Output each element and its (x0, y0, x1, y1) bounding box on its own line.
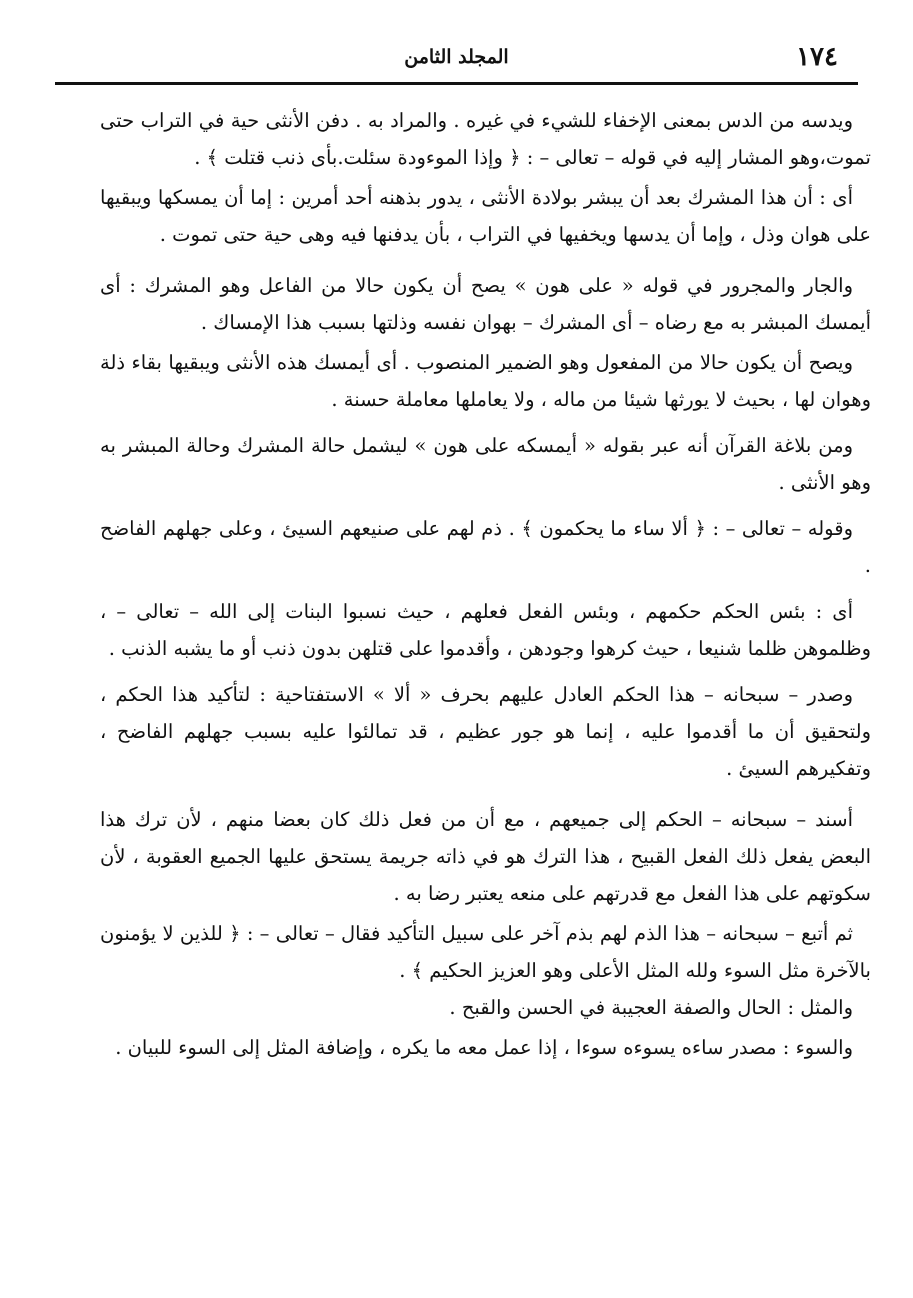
paragraph: والسوء : مصدر ساءه يسوءه سوءا ، إذا عمل معه ما يكره ، وإضافة المثل إلى السوء للبيان . (115, 1036, 853, 1059)
paragraph: ويدسه من الدس بمعنى الإخفاء للشيء في غيره . والمراد به . دفن الأنثى حية في التراب حتى تموت،وهو المشار إليه في قوله – تعالى – : ﴿ وإذا الموءودة سئلت.بأى ذنب قتلت ﴾ . (100, 109, 871, 169)
paragraph: أسند – سبحانه – الحكم إلى جميعهم ، مع أن من فعل ذلك كان بعضا منهم ، لأن ترك هذا البعض يفعل ذلك الفعل القبيح ، هذا الترك هو في ذاته جريمة يستحق عليها الجميع العقوبة ، لأن سكوتهم على هذا الفعل مع قدرتهم على منعه يعتبر رضا به . (100, 808, 871, 905)
paragraph: ثم أتبع – سبحانه – هذا الذم لهم بذم آخر على سبيل التأكيد فقال – تعالى – : ﴿ للذين لا يؤمنون بالآخرة مثل السوء ولله المثل الأعلى وهو العزيز الحكيم ﴾ . (100, 922, 871, 982)
running-head: المجلد الثامن (404, 46, 509, 68)
paragraph: أى : أن هذا المشرك بعد أن يبشر بولادة الأنثى ، يدور بذهنه أحد أمرين : إما أن يمسكها ويبقيها على هوان وذل ، وإما أن يدسها ويخفيها في التراب ، بأن يدفنها فيه وهى حية حتى تموت . (100, 186, 871, 246)
paragraph: وصدر – سبحانه – هذا الحكم العادل عليهم بحرف « ألا » الاستفتاحية : لتأكيد هذا الحكم ، ولتحقيق أن ما أقدموا عليه ، إنما هو جور عظيم ، قد تمالئوا عليه بسبب جهلهم الفاضح ، وتفكيرهم السيئ . (100, 683, 871, 780)
page-number: ١٧٤ (796, 42, 838, 72)
page-header (55, 38, 858, 85)
paragraph: والمثل : الحال والصفة العجيبة في الحسن والقبح . (449, 996, 853, 1019)
paragraph: ومن بلاغة القرآن أنه عبر بقوله « أيمسكه على هون » ليشمل حالة المشرك وحالة المبشر به وهو الأنثى . (100, 434, 871, 494)
paragraph: وقوله – تعالى – : ﴿ ألا ساء ما يحكمون ﴾ . ذم لهم على صنيعهم السيئ ، وعلى جهلهم الفاضح . (100, 517, 871, 577)
paragraph: والجار والمجرور في قوله « على هون » يصح أن يكون حالا من الفاعل وهو المشرك : أى أيمسك المبشر به مع رضاه – أى المشرك – بهوان نفسه وذلتها بسبب هذا الإمساك . (100, 274, 871, 334)
body-text (100, 102, 871, 1066)
paragraph: ويصح أن يكون حالا من المفعول وهو الضمير المنصوب . أى أيمسك هذه الأنثى ويبقيها بقاء ذلة وهوان لها ، بحيث لا يورثها شيئا من ماله ، ولا يعاملها معاملة حسنة . (100, 351, 871, 411)
paragraph: أى : بئس الحكم حكمهم ، وبئس الفعل فعلهم ، حيث نسبوا البنات إلى الله – تعالى – ، وظلموهن ظلما شنيعا ، حيث كرهوا وجودهن ، وأقدموا على قتلهن بدون ذنب أو ما يشبه الذنب . (100, 600, 871, 660)
